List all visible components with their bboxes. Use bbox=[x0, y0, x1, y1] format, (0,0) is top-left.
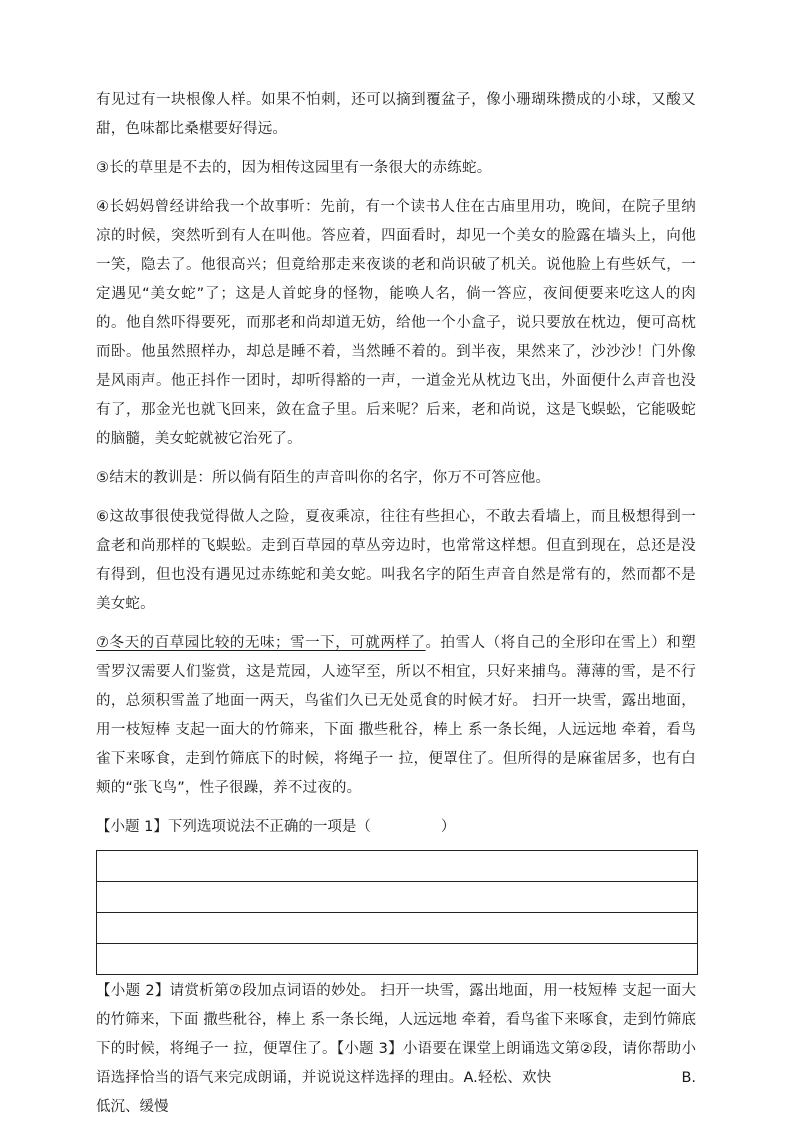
question-1-close: ） bbox=[440, 819, 456, 835]
paragraph-7-rest: 。拍雪人（将自己的全形印在雪上）和塑雪罗汉需要人们鉴赏，这是荒园，人迹罕至，所以不相宜，只好来捕鸟。薄薄的雪，是不行的，总须积雪盖了地面一两天，鸟雀们久已无处觅食的时候才好。 扫开一块雪，露出地面，用一枝短棒 支起一面大的竹筛来，下面 撒些秕谷，棒上 系一条长绳，人远远地 牵着，看鸟雀下来啄食，走到竹筛底下的时候，将绳子一 拉，便罩住了。但所得的是麻雀居多，也有白颊的“张飞鸟”，性子很躁，养不过夜的。 bbox=[96, 635, 696, 796]
paragraph-5: ⑤结末的教训是：所以倘有陌生的声音叫你的名字，你万不可答应他。 bbox=[96, 470, 551, 486]
table-row bbox=[97, 913, 698, 944]
paragraph-7-underlined: ⑦冬天的百草园比较的无味；雪一下，可就两样了 bbox=[96, 635, 426, 651]
question-1-text: 【小题 1】下列选项说法不正确的一项是（ bbox=[96, 819, 371, 835]
table-row bbox=[97, 882, 698, 913]
options-table bbox=[96, 850, 698, 975]
question-3: 【小题 3】小语要在课堂上朗诵选文第②段，请你帮助小语选择恰当的语气来完成朗诵，并说说这样选择的理由。 bbox=[96, 1041, 696, 1086]
table-cell bbox=[97, 882, 698, 913]
table-row bbox=[97, 944, 698, 975]
paragraph-6: ⑥这故事很使我觉得做人之险，夏夜乘凉，往往有些担心，不敢去看墙上，而且极想得到一盒老和尚那样的飞蜈蚣。走到百草园的草丛旁边时，也常常这样想。但直到现在，总还是没有得到，但也没有遇见过赤练蛇和美女蛇。叫我名字的陌生声音自然是常有的，然而都不是美女蛇。 bbox=[96, 509, 696, 612]
questions-2-3 bbox=[96, 977, 696, 1122]
question-1 bbox=[96, 813, 696, 842]
option-a: A.轻松、欢快 bbox=[463, 1070, 552, 1086]
table-cell bbox=[97, 851, 698, 882]
paragraph-0: 有见过有一块根像人样。如果不怕刺，还可以摘到覆盆子，像小珊瑚珠攒成的小球，又酸又甜，色味都比桑椹要好得远。 bbox=[96, 92, 696, 137]
paragraph-3: ③长的草里是不去的，因为相传这园里有一条很大的赤练蛇。 bbox=[96, 160, 492, 176]
table-cell bbox=[97, 944, 698, 975]
table-cell bbox=[97, 913, 698, 944]
table-row bbox=[97, 851, 698, 882]
paragraph-4: ④长妈妈曾经讲给我一个故事听：先前，有一个读书人住在古庙里用功，晚间，在院子里纳凉的时候，突然听到有人在叫他。答应着，四面看时，却见一个美女的脸露在墙头上，向他一笑，隐去了。他很高兴；但竟给那走来夜谈的老和尚识破了机关。说他脸上有些妖气，一定遇见“美女蛇”了；这是人首蛇身的怪物，能唤人名，倘一答应，夜间便要来吃这人的肉的。他自然吓得要死，而那老和尚却道无妨，给他一个小盒子，说只要放在枕边，便可高枕而卧。他虽然照样办，却总是睡不着，当然睡不着的。到半夜，果然来了，沙沙沙！门外像是风雨声。他正抖作一团时，却听得豁的一声，一道金光从枕边飞出，外面便什么声音也没有了，那金光也就飞回来，敛在盒子里。后来呢？后来，老和尚说，这是飞蜈蚣，它能吸蛇的脑髓，美女蛇就被它治死了。 bbox=[96, 199, 696, 447]
document-page bbox=[96, 86, 696, 1122]
option-b: B. 低沉、缓慢 bbox=[96, 1070, 696, 1115]
paragraph-7 bbox=[96, 629, 696, 803]
question-2: 【小题 2】请赏析第⑦段加点词语的妙处。 扫开一块雪，露出地面，用一枝短棒 支起一面大的竹筛来，下面 撒些秕谷，棒上 系一条长绳，人远远地 牵着，看鸟雀下来啄食，走到竹筛底下的时候，将绳子一 拉，便罩住了。 bbox=[96, 983, 696, 1057]
